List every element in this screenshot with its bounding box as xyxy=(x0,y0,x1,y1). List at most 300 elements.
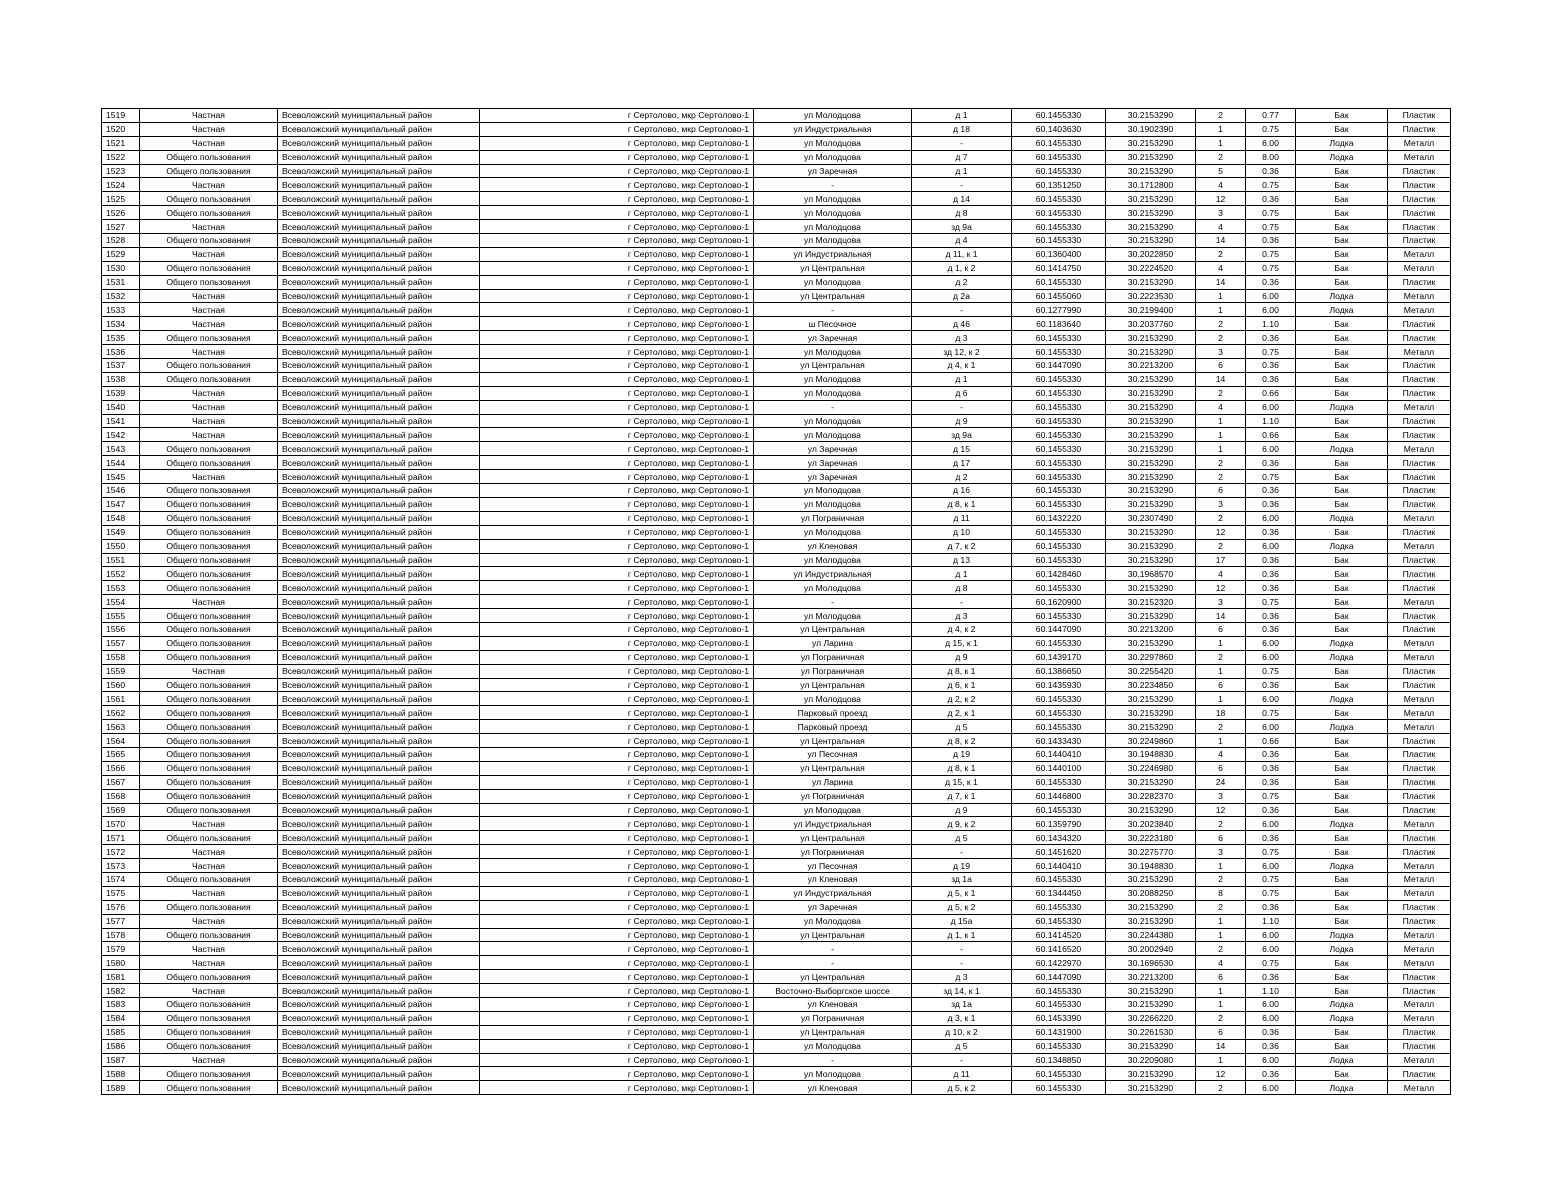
cell-street: ул Песочная xyxy=(754,859,912,873)
cell-material: Пластик xyxy=(1388,372,1451,386)
cell-volume: 0.75 xyxy=(1246,261,1296,275)
table-row xyxy=(102,650,1451,664)
cell-volume: 0.36 xyxy=(1246,567,1296,581)
cell-type: Общего пользования xyxy=(140,539,278,553)
cell-count: 2 xyxy=(1196,817,1246,831)
cell-settlement: г Сертолово, мкр Сертолово-1 xyxy=(480,428,754,442)
cell-lat: 60.1451620 xyxy=(1012,845,1106,859)
cell-street: ул Центральная xyxy=(754,1025,912,1039)
cell-num: 1565 xyxy=(102,747,140,761)
cell-settlement: г Сертолово, мкр Сертолово-1 xyxy=(480,581,754,595)
cell-count: 4 xyxy=(1196,220,1246,234)
cell-volume: 0.36 xyxy=(1246,456,1296,470)
cell-lon: 30.2153290 xyxy=(1106,234,1196,248)
cell-num: 1575 xyxy=(102,886,140,900)
cell-lat: 60.1455330 xyxy=(1012,345,1106,359)
cell-street: ул Песочная xyxy=(754,747,912,761)
cell-lon: 30.2153290 xyxy=(1106,428,1196,442)
cell-lon: 30.2153290 xyxy=(1106,275,1196,289)
cell-count: 8 xyxy=(1196,886,1246,900)
table-row xyxy=(102,914,1451,928)
cell-material: Пластик xyxy=(1388,470,1451,484)
cell-lat: 60.1455330 xyxy=(1012,609,1106,623)
cell-street: ул Молодцова xyxy=(754,1067,912,1081)
cell-type: Общего пользования xyxy=(140,1081,278,1095)
cell-district: Всеволожский муниципальный район xyxy=(278,164,480,178)
cell-material: Пластик xyxy=(1388,164,1451,178)
cell-num: 1522 xyxy=(102,150,140,164)
cell-material: Металл xyxy=(1388,859,1451,873)
cell-container: Бак xyxy=(1296,1067,1388,1081)
cell-type: Частная xyxy=(140,136,278,150)
cell-lat: 60.1455330 xyxy=(1012,720,1106,734)
cell-settlement: г Сертолово, мкр Сертолово-1 xyxy=(480,664,754,678)
cell-type: Общего пользования xyxy=(140,164,278,178)
cell-house: зд 12, к 2 xyxy=(912,345,1012,359)
cell-container: Бак xyxy=(1296,1039,1388,1053)
cell-street: ул Центральная xyxy=(754,831,912,845)
cell-count: 4 xyxy=(1196,261,1246,275)
cell-num: 1524 xyxy=(102,178,140,192)
cell-street: Парковый проезд xyxy=(754,720,912,734)
table-row xyxy=(102,581,1451,595)
cell-num: 1586 xyxy=(102,1039,140,1053)
cell-type: Общего пользования xyxy=(140,692,278,706)
cell-volume: 0.75 xyxy=(1246,664,1296,678)
cell-house: зд 9а xyxy=(912,220,1012,234)
cell-num: 1538 xyxy=(102,372,140,386)
cell-street: ул Молодцова xyxy=(754,345,912,359)
cell-lat: 60.1446800 xyxy=(1012,789,1106,803)
cell-material: Пластик xyxy=(1388,317,1451,331)
cell-lon: 30.2234850 xyxy=(1106,678,1196,692)
cell-num: 1580 xyxy=(102,956,140,970)
cell-lat: 60.1455330 xyxy=(1012,164,1106,178)
cell-material: Пластик xyxy=(1388,456,1451,470)
cell-lon: 30.2153290 xyxy=(1106,414,1196,428)
cell-count: 1 xyxy=(1196,928,1246,942)
table-row xyxy=(102,428,1451,442)
cell-lon: 30.1712800 xyxy=(1106,178,1196,192)
cell-material: Металл xyxy=(1388,1081,1451,1095)
cell-street: ул Кленовая xyxy=(754,998,912,1012)
cell-type: Частная xyxy=(140,845,278,859)
cell-type: Общего пользования xyxy=(140,706,278,720)
table-row xyxy=(102,1039,1451,1053)
cell-type: Частная xyxy=(140,303,278,317)
cell-lat: 60.1440410 xyxy=(1012,747,1106,761)
cell-type: Общего пользования xyxy=(140,747,278,761)
cell-num: 1587 xyxy=(102,1053,140,1067)
cell-lon: 30.2297860 xyxy=(1106,650,1196,664)
cell-district: Всеволожский муниципальный район xyxy=(278,497,480,511)
cell-house: д 8 xyxy=(912,206,1012,220)
cell-district: Всеволожский муниципальный район xyxy=(278,803,480,817)
cell-count: 2 xyxy=(1196,150,1246,164)
table-row xyxy=(102,178,1451,192)
cell-settlement: г Сертолово, мкр Сертолово-1 xyxy=(480,150,754,164)
cell-street: ул Центральная xyxy=(754,622,912,636)
cell-material: Пластик xyxy=(1388,553,1451,567)
cell-settlement: г Сертолово, мкр Сертолово-1 xyxy=(480,872,754,886)
cell-type: Общего пользования xyxy=(140,998,278,1012)
cell-count: 2 xyxy=(1196,109,1246,123)
cell-volume: 0.36 xyxy=(1246,761,1296,775)
cell-district: Всеволожский муниципальный район xyxy=(278,1025,480,1039)
cell-count: 17 xyxy=(1196,553,1246,567)
cell-house: д 5 xyxy=(912,831,1012,845)
cell-street: ул Центральная xyxy=(754,359,912,373)
cell-volume: 0.36 xyxy=(1246,609,1296,623)
cell-container: Бак xyxy=(1296,234,1388,248)
cell-lat: 60.1455330 xyxy=(1012,1081,1106,1095)
cell-lon: 30.2153290 xyxy=(1106,150,1196,164)
cell-container: Бак xyxy=(1296,345,1388,359)
cell-district: Всеволожский муниципальный район xyxy=(278,220,480,234)
cell-house: д 2 xyxy=(912,470,1012,484)
cell-district: Всеволожский муниципальный район xyxy=(278,859,480,873)
cell-num: 1549 xyxy=(102,525,140,539)
cell-volume: 0.36 xyxy=(1246,747,1296,761)
cell-count: 2 xyxy=(1196,1081,1246,1095)
cell-settlement: г Сертолово, мкр Сертолово-1 xyxy=(480,886,754,900)
cell-district: Всеволожский муниципальный район xyxy=(278,789,480,803)
cell-district: Всеволожский муниципальный район xyxy=(278,372,480,386)
cell-street: ул Молодцова xyxy=(754,803,912,817)
cell-container: Бак xyxy=(1296,622,1388,636)
table-row xyxy=(102,261,1451,275)
cell-house: д 8, к 2 xyxy=(912,734,1012,748)
cell-district: Всеволожский муниципальный район xyxy=(278,956,480,970)
cell-type: Общего пользования xyxy=(140,581,278,595)
cell-volume: 6.00 xyxy=(1246,817,1296,831)
cell-settlement: г Сертолово, мкр Сертолово-1 xyxy=(480,859,754,873)
cell-district: Всеволожский муниципальный район xyxy=(278,622,480,636)
cell-container: Бак xyxy=(1296,734,1388,748)
cell-lat: 60.1455330 xyxy=(1012,109,1106,123)
cell-district: Всеволожский муниципальный район xyxy=(278,747,480,761)
cell-district: Всеволожский муниципальный район xyxy=(278,775,480,789)
cell-lat: 60.1455330 xyxy=(1012,331,1106,345)
cell-num: 1539 xyxy=(102,386,140,400)
cell-container: Лодка xyxy=(1296,859,1388,873)
cell-street: ул Центральная xyxy=(754,289,912,303)
cell-settlement: г Сертолово, мкр Сертолово-1 xyxy=(480,386,754,400)
cell-lon: 30.2153290 xyxy=(1106,386,1196,400)
cell-district: Всеволожский муниципальный район xyxy=(278,303,480,317)
cell-volume: 0.36 xyxy=(1246,1067,1296,1081)
table-row xyxy=(102,206,1451,220)
cell-settlement: г Сертолово, мкр Сертолово-1 xyxy=(480,831,754,845)
cell-num: 1556 xyxy=(102,622,140,636)
cell-container: Бак xyxy=(1296,317,1388,331)
cell-container: Бак xyxy=(1296,845,1388,859)
cell-settlement: г Сертолово, мкр Сертолово-1 xyxy=(480,442,754,456)
cell-container: Бак xyxy=(1296,900,1388,914)
cell-house: д 3 xyxy=(912,609,1012,623)
cell-volume: 6.00 xyxy=(1246,928,1296,942)
cell-type: Общего пользования xyxy=(140,497,278,511)
table-row xyxy=(102,331,1451,345)
cell-lat: 60.1455330 xyxy=(1012,553,1106,567)
cell-settlement: г Сертолово, мкр Сертолово-1 xyxy=(480,372,754,386)
cell-container: Лодка xyxy=(1296,442,1388,456)
cell-house: д 7 xyxy=(912,150,1012,164)
cell-lat: 60.1455330 xyxy=(1012,775,1106,789)
cell-settlement: г Сертолово, мкр Сертолово-1 xyxy=(480,692,754,706)
cell-street: ул Центральная xyxy=(754,261,912,275)
cell-num: 1579 xyxy=(102,942,140,956)
cell-district: Всеволожский муниципальный район xyxy=(278,609,480,623)
cell-settlement: г Сертолово, мкр Сертолово-1 xyxy=(480,247,754,261)
cell-num: 1577 xyxy=(102,914,140,928)
cell-lat: 60.1414750 xyxy=(1012,261,1106,275)
cell-lon: 30.1948830 xyxy=(1106,747,1196,761)
cell-house: д 5, к 2 xyxy=(912,1081,1012,1095)
cell-settlement: г Сертолово, мкр Сертолово-1 xyxy=(480,928,754,942)
cell-material: Пластик xyxy=(1388,484,1451,498)
cell-container: Лодка xyxy=(1296,636,1388,650)
cell-container: Бак xyxy=(1296,761,1388,775)
cell-house: д 8, к 1 xyxy=(912,664,1012,678)
cell-volume: 0.75 xyxy=(1246,789,1296,803)
cell-settlement: г Сертолово, мкр Сертолово-1 xyxy=(480,456,754,470)
table-row xyxy=(102,1011,1451,1025)
cell-house: д 9, к 2 xyxy=(912,817,1012,831)
cell-house: д 2 xyxy=(912,275,1012,289)
cell-container: Лодка xyxy=(1296,720,1388,734)
cell-street: ул Индустриальная xyxy=(754,122,912,136)
cell-type: Общего пользования xyxy=(140,372,278,386)
cell-volume: 0.36 xyxy=(1246,525,1296,539)
cell-lat: 60.1455330 xyxy=(1012,428,1106,442)
cell-settlement: г Сертолово, мкр Сертолово-1 xyxy=(480,998,754,1012)
cell-num: 1559 xyxy=(102,664,140,678)
cell-container: Бак xyxy=(1296,164,1388,178)
cell-lon: 30.2153290 xyxy=(1106,400,1196,414)
cell-material: Пластик xyxy=(1388,845,1451,859)
cell-container: Бак xyxy=(1296,206,1388,220)
cell-lat: 60.1440100 xyxy=(1012,761,1106,775)
cell-district: Всеволожский муниципальный район xyxy=(278,900,480,914)
cell-volume: 0.36 xyxy=(1246,331,1296,345)
cell-material: Металл xyxy=(1388,247,1451,261)
cell-material: Пластик xyxy=(1388,914,1451,928)
cell-container: Бак xyxy=(1296,803,1388,817)
table-row xyxy=(102,761,1451,775)
cell-district: Всеволожский муниципальный район xyxy=(278,636,480,650)
cell-lon: 30.2153290 xyxy=(1106,720,1196,734)
cell-count: 2 xyxy=(1196,900,1246,914)
cell-house: - xyxy=(912,845,1012,859)
cell-count: 12 xyxy=(1196,803,1246,817)
table-row xyxy=(102,678,1451,692)
cell-num: 1537 xyxy=(102,359,140,373)
cell-lat: 60.1455330 xyxy=(1012,456,1106,470)
cell-lon: 30.2275770 xyxy=(1106,845,1196,859)
cell-street: ул Молодцова xyxy=(754,234,912,248)
cell-volume: 1.10 xyxy=(1246,317,1296,331)
cell-settlement: г Сертолово, мкр Сертолово-1 xyxy=(480,289,754,303)
cell-district: Всеволожский муниципальный район xyxy=(278,331,480,345)
cell-lon: 30.2153290 xyxy=(1106,484,1196,498)
cell-street: - xyxy=(754,942,912,956)
cell-district: Всеволожский муниципальный район xyxy=(278,886,480,900)
cell-lat: 60.1351250 xyxy=(1012,178,1106,192)
cell-street: ул Молодцова xyxy=(754,192,912,206)
cell-street: ул Центральная xyxy=(754,928,912,942)
cell-lon: 30.2261530 xyxy=(1106,1025,1196,1039)
cell-settlement: г Сертолово, мкр Сертолово-1 xyxy=(480,622,754,636)
table-row xyxy=(102,998,1451,1012)
cell-street: ул Молодцова xyxy=(754,414,912,428)
cell-house: д 7, к 1 xyxy=(912,789,1012,803)
cell-material: Металл xyxy=(1388,595,1451,609)
cell-street: ул Молодцова xyxy=(754,150,912,164)
cell-container: Бак xyxy=(1296,122,1388,136)
cell-container: Бак xyxy=(1296,456,1388,470)
cell-material: Металл xyxy=(1388,720,1451,734)
table-row xyxy=(102,636,1451,650)
cell-district: Всеволожский муниципальный район xyxy=(278,359,480,373)
cell-lat: 60.1455330 xyxy=(1012,150,1106,164)
cell-street: ул Молодцова xyxy=(754,275,912,289)
table-row xyxy=(102,872,1451,886)
cell-street: ш Песочное xyxy=(754,317,912,331)
cell-container: Бак xyxy=(1296,247,1388,261)
table-row xyxy=(102,817,1451,831)
cell-lat: 60.1455330 xyxy=(1012,206,1106,220)
cell-type: Общего пользования xyxy=(140,553,278,567)
cell-num: 1553 xyxy=(102,581,140,595)
table-row xyxy=(102,220,1451,234)
cell-house: д 4, к 2 xyxy=(912,622,1012,636)
table-row xyxy=(102,553,1451,567)
cell-volume: 6.00 xyxy=(1246,136,1296,150)
cell-count: 18 xyxy=(1196,706,1246,720)
cell-container: Лодка xyxy=(1296,136,1388,150)
cell-material: Пластик xyxy=(1388,775,1451,789)
cell-volume: 0.36 xyxy=(1246,234,1296,248)
cell-street: ул Молодцова xyxy=(754,581,912,595)
cell-material: Пластик xyxy=(1388,747,1451,761)
cell-count: 1 xyxy=(1196,998,1246,1012)
cell-material: Пластик xyxy=(1388,192,1451,206)
cell-type: Общего пользования xyxy=(140,734,278,748)
cell-volume: 0.66 xyxy=(1246,428,1296,442)
table-row xyxy=(102,664,1451,678)
table-row xyxy=(102,192,1451,206)
cell-container: Бак xyxy=(1296,497,1388,511)
cell-count: 1 xyxy=(1196,122,1246,136)
cell-num: 1531 xyxy=(102,275,140,289)
cell-material: Пластик xyxy=(1388,664,1451,678)
cell-house: - xyxy=(912,956,1012,970)
cell-type: Общего пользования xyxy=(140,442,278,456)
table-row xyxy=(102,567,1451,581)
table-row xyxy=(102,317,1451,331)
cell-type: Частная xyxy=(140,122,278,136)
cell-lat: 60.1455330 xyxy=(1012,234,1106,248)
cell-district: Всеволожский муниципальный район xyxy=(278,817,480,831)
cell-num: 1568 xyxy=(102,789,140,803)
cell-settlement: г Сертолово, мкр Сертолово-1 xyxy=(480,192,754,206)
cell-count: 2 xyxy=(1196,720,1246,734)
cell-district: Всеволожский муниципальный район xyxy=(278,761,480,775)
cell-num: 1530 xyxy=(102,261,140,275)
cell-house: д 18 xyxy=(912,122,1012,136)
table-row xyxy=(102,470,1451,484)
cell-house: д 2, к 2 xyxy=(912,692,1012,706)
cell-district: Всеволожский муниципальный район xyxy=(278,261,480,275)
cell-material: Пластик xyxy=(1388,359,1451,373)
cell-container: Лодка xyxy=(1296,692,1388,706)
cell-lon: 30.2153290 xyxy=(1106,192,1196,206)
cell-count: 1 xyxy=(1196,303,1246,317)
cell-street: - xyxy=(754,178,912,192)
cell-lon: 30.2153290 xyxy=(1106,984,1196,998)
cell-settlement: г Сертолово, мкр Сертолово-1 xyxy=(480,636,754,650)
cell-count: 2 xyxy=(1196,456,1246,470)
cell-district: Всеволожский муниципальный район xyxy=(278,567,480,581)
cell-street: - xyxy=(754,303,912,317)
cell-house: д 6, к 1 xyxy=(912,678,1012,692)
cell-material: Пластик xyxy=(1388,567,1451,581)
cell-container: Лодка xyxy=(1296,400,1388,414)
table-row xyxy=(102,247,1451,261)
cell-street: ул Молодцова xyxy=(754,386,912,400)
table-row xyxy=(102,414,1451,428)
cell-container: Лодка xyxy=(1296,817,1388,831)
cell-lat: 60.1414520 xyxy=(1012,928,1106,942)
cell-district: Всеволожский муниципальный район xyxy=(278,970,480,984)
cell-volume: 0.77 xyxy=(1246,109,1296,123)
table-row xyxy=(102,1025,1451,1039)
cell-type: Общего пользования xyxy=(140,331,278,345)
cell-count: 3 xyxy=(1196,789,1246,803)
cell-house: д 5 xyxy=(912,720,1012,734)
cell-volume: 6.00 xyxy=(1246,289,1296,303)
cell-district: Всеволожский муниципальный район xyxy=(278,511,480,525)
cell-volume: 0.75 xyxy=(1246,220,1296,234)
cell-settlement: г Сертолово, мкр Сертолово-1 xyxy=(480,1081,754,1095)
cell-container: Лодка xyxy=(1296,150,1388,164)
cell-num: 1533 xyxy=(102,303,140,317)
cell-num: 1588 xyxy=(102,1067,140,1081)
cell-lon: 30.2153290 xyxy=(1106,1039,1196,1053)
cell-street: ул Молодцова xyxy=(754,1039,912,1053)
cell-house: д 5, к 2 xyxy=(912,900,1012,914)
cell-material: Металл xyxy=(1388,136,1451,150)
cell-district: Всеволожский муниципальный район xyxy=(278,442,480,456)
cell-settlement: г Сертолово, мкр Сертолово-1 xyxy=(480,845,754,859)
cell-lon: 30.2153290 xyxy=(1106,456,1196,470)
cell-volume: 0.75 xyxy=(1246,872,1296,886)
cell-settlement: г Сертолово, мкр Сертолово-1 xyxy=(480,1067,754,1081)
cell-num: 1581 xyxy=(102,970,140,984)
cell-lat: 60.1433430 xyxy=(1012,734,1106,748)
cell-count: 1 xyxy=(1196,914,1246,928)
cell-lat: 60.1431900 xyxy=(1012,1025,1106,1039)
cell-num: 1558 xyxy=(102,650,140,664)
cell-lon: 30.2023840 xyxy=(1106,817,1196,831)
cell-lat: 60.1435930 xyxy=(1012,678,1106,692)
cell-lon: 30.2209080 xyxy=(1106,1053,1196,1067)
cell-house: - xyxy=(912,400,1012,414)
table-row xyxy=(102,164,1451,178)
cell-lat: 60.1455330 xyxy=(1012,984,1106,998)
cell-num: 1545 xyxy=(102,470,140,484)
